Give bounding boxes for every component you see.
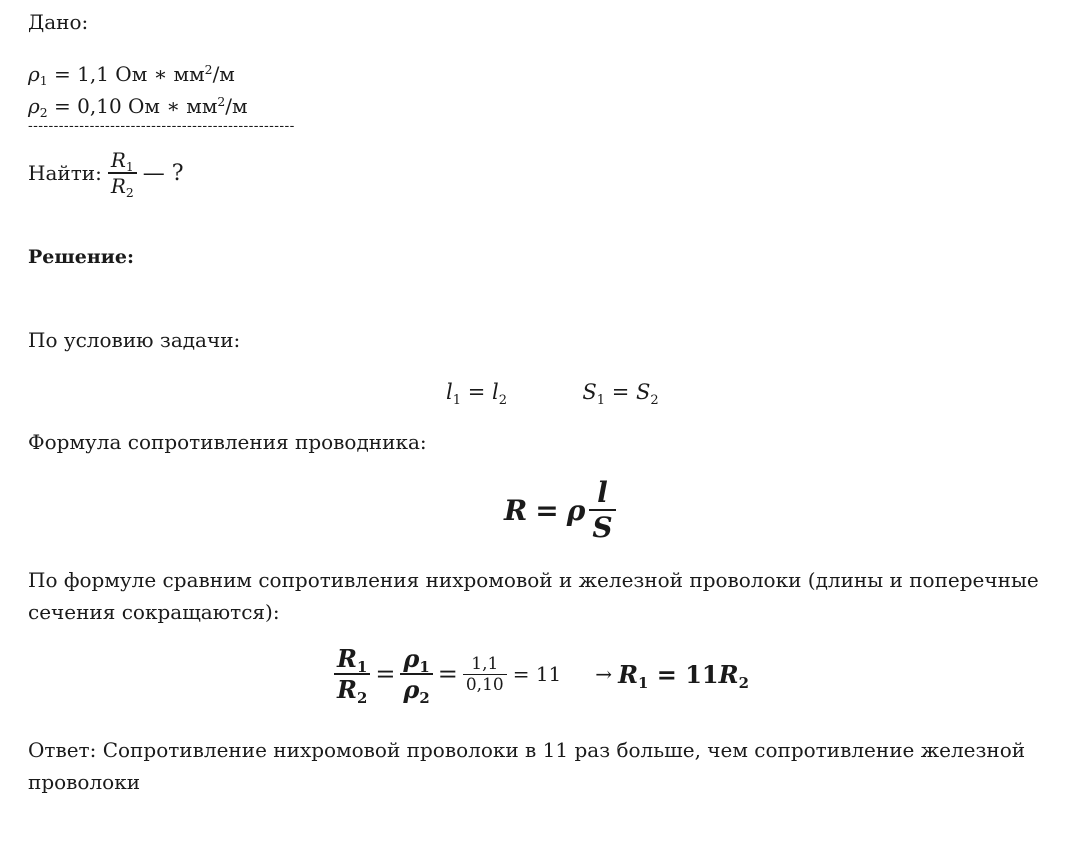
answer-line-1: Ответ: Сопротивление нихромовой проволоки в 11 раз больше, чем сопротивление железной — [28, 738, 1026, 762]
compare-text-line-2: сечения сокращаются): — [28, 600, 280, 624]
find-fraction: $\frac{R_1}{R_2}$ — [108, 148, 137, 198]
compare-formula: $\frac{R_1}{R_2}$ = $\frac{\rho_1}{\rho_2}$ = $\frac{1,1}{0,10}$ = 11 → $R_1 = 11R_2$ — [334, 644, 749, 704]
rho2-line: $\rho_2 = 0,10$ Ом ∗ $мм^2/м$ — [28, 94, 248, 121]
given-separator: ---------------------------------------------------- — [28, 118, 295, 134]
rho1-line: $\rho_1 = 1,1$ Ом ∗ $мм^2/м$ — [28, 62, 235, 89]
given-heading: Дано: — [28, 10, 89, 34]
compare-text-line-1: По формуле сравним сопротивления нихромовой и железной проволоки (длины и поперечные — [28, 568, 1039, 592]
answer-line-2: проволоки — [28, 770, 141, 794]
find-line: Найти: $\frac{R_1}{R_2}$ — ? — [28, 148, 184, 201]
resistance-text: Формула сопротивления проводника: — [28, 430, 427, 454]
condition-text: По условию задачи: — [28, 328, 241, 352]
condition-formula: $l_1 = l_2$ $S_1 = S_2$ — [446, 380, 659, 408]
find-label: Найти: — [28, 161, 102, 185]
solution-heading: Решение: — [28, 246, 134, 268]
resistance-formula: R = ρ $\frac{l}{S}$ — [504, 476, 616, 544]
